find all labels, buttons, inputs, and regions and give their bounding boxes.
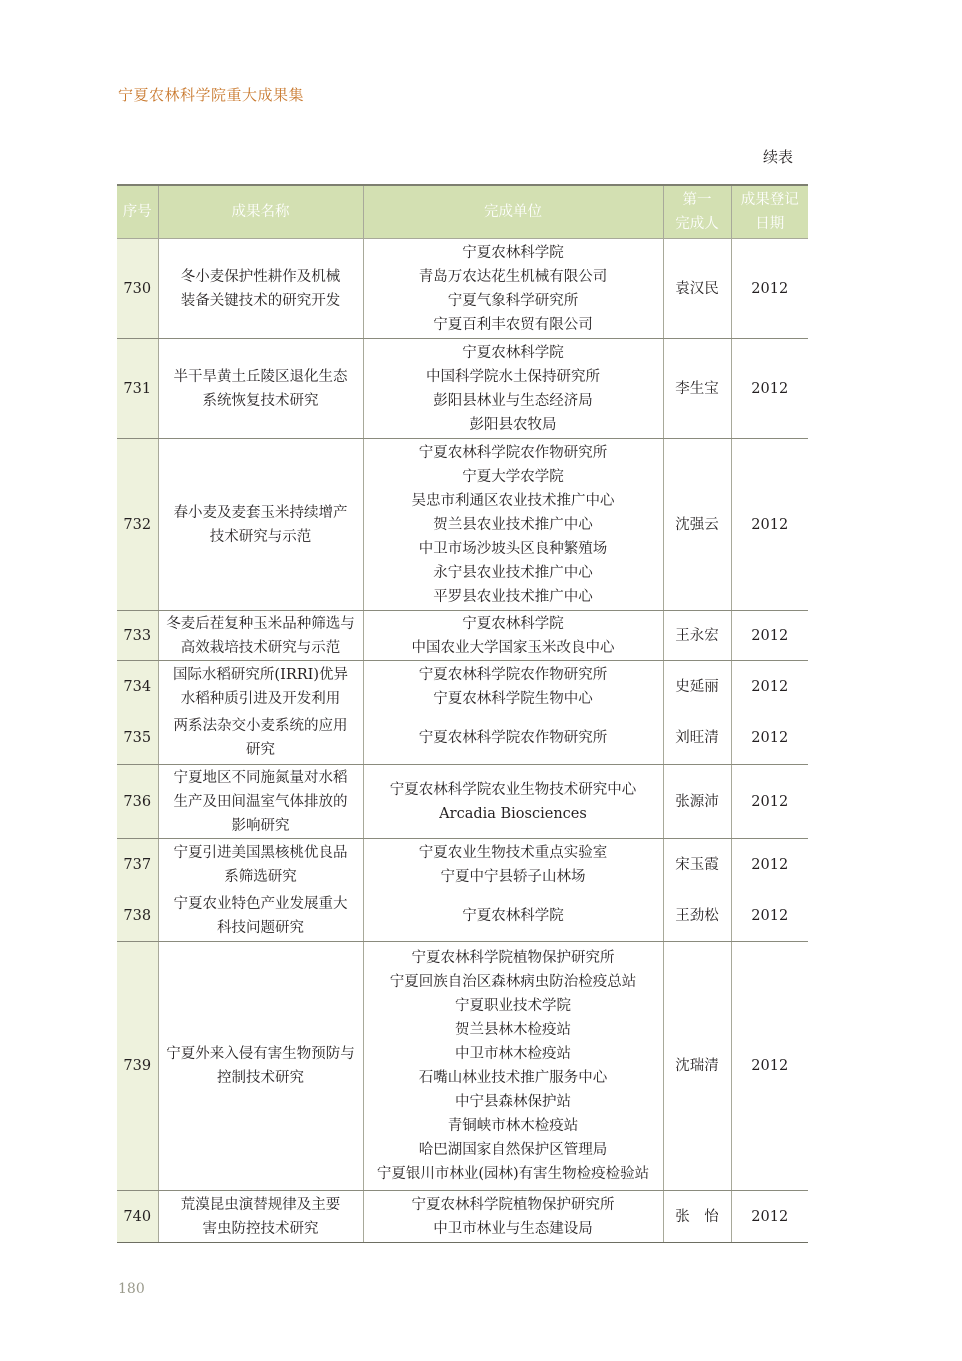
registration-date-cell-line: 2012	[751, 856, 789, 873]
completing-units-cell	[363, 611, 663, 661]
completing-units-cell-line: 中卫市林业与生态建设局	[433, 1220, 593, 1237]
achievement-name-cell	[158, 765, 363, 839]
continued-label: 续表	[763, 148, 794, 166]
column-header-line: 成果登记	[740, 192, 799, 208]
table-row	[117, 239, 808, 339]
column-header-line: 第一	[682, 192, 712, 208]
achievement-name-cell-line: 冬麦后茬复种玉米品种筛选与	[166, 615, 355, 632]
achievement-name-cell	[158, 891, 363, 942]
achievement-name-cell-line: 影响研究	[231, 817, 290, 834]
first-completer-cell-line: 宋玉霞	[675, 856, 719, 873]
completing-units-cell-line: 彭阳县林业与生态经济局	[433, 392, 593, 409]
first-completer-cell	[663, 942, 731, 1191]
achievement-name-cell	[158, 611, 363, 661]
running-header: 宁夏农林科学院重大成果集	[118, 86, 305, 104]
completing-units-cell-line: 吴忠市利通区农业技术推广中心	[411, 492, 615, 509]
seq-cell-line: 732	[123, 516, 152, 533]
completing-units-cell-line: 青铜峡市林木检疫站	[447, 1118, 579, 1134]
completing-units-cell-line: 中卫市场沙坡头区良种繁殖场	[418, 540, 608, 557]
registration-date-cell-line: 2012	[751, 730, 789, 747]
achievement-name-cell-line: 研究	[246, 742, 275, 759]
table-header-row	[117, 185, 808, 239]
completing-units-cell	[363, 239, 663, 339]
first-completer-cell	[663, 839, 731, 891]
column-header-name	[158, 185, 363, 239]
registration-date-cell-line: 2012	[751, 627, 789, 644]
seq-cell-line: 739	[123, 1058, 152, 1074]
seq-cell	[117, 1191, 158, 1243]
seq-cell	[117, 439, 158, 611]
registration-date-cell-line: 2012	[751, 280, 789, 297]
achievement-name-cell	[158, 661, 363, 713]
achievement-name-cell-line: 半干旱黄土丘陵区退化生态	[173, 368, 348, 385]
column-header-line: 日期	[755, 216, 785, 232]
achievement-name-cell-line: 高效栽培技术研究与示范	[180, 639, 341, 656]
completing-units-cell	[363, 891, 663, 942]
completing-units-cell-line: 贺兰县林木检疫站	[455, 1022, 571, 1038]
completing-units-cell-line: 中卫市林木检疫站	[455, 1046, 571, 1062]
registration-date-cell	[731, 942, 808, 1191]
registration-date-cell	[731, 611, 808, 661]
seq-cell	[117, 239, 158, 339]
achievement-name-cell-line: 科技问题研究	[217, 919, 304, 936]
achievement-name-cell-line: 两系法杂交小麦系统的应用	[173, 718, 348, 735]
completing-units-cell-line: 宁夏大学农学院	[462, 468, 564, 485]
completing-units-cell-line: 贺兰县农业技术推广中心	[433, 516, 593, 533]
first-completer-cell-line: 史延丽	[675, 678, 719, 695]
achievement-name-cell-line: 春小麦及麦套玉米持续增产	[173, 504, 348, 521]
completing-units-cell-line: 宁夏回族自治区森林病虫防治检疫总站	[389, 974, 637, 990]
first-completer-cell	[663, 1191, 731, 1243]
completing-units-cell-line: 宁夏农林科学院植物保护研究所	[411, 1196, 615, 1213]
seq-cell-line: 733	[123, 627, 152, 644]
registration-date-cell-line: 2012	[751, 793, 789, 810]
first-completer-cell-line: 王劲松	[675, 907, 719, 924]
registration-date-cell-line: 2012	[751, 678, 789, 695]
registration-date-cell	[731, 891, 808, 942]
seq-cell-line: 730	[123, 280, 152, 297]
achievement-name-cell-line: 宁夏地区不同施氮量对水稻	[173, 769, 348, 786]
registration-date-cell	[731, 713, 808, 765]
seq-cell	[117, 339, 158, 439]
completing-units-cell-line: 中宁县森林保护站	[455, 1094, 571, 1110]
completing-units-cell	[363, 765, 663, 839]
achievement-name-cell-line: 装备关键技术的研究开发	[180, 292, 341, 309]
registration-date-cell	[731, 439, 808, 611]
registration-date-cell-line: 2012	[751, 380, 789, 397]
achievement-name-cell-line: 控制技术研究	[217, 1070, 304, 1086]
first-completer-cell	[663, 339, 731, 439]
completing-units-cell-line: 宁夏中宁县轿子山林场	[440, 868, 586, 885]
first-completer-cell-line: 王永宏	[675, 627, 719, 644]
first-completer-cell	[663, 611, 731, 661]
completing-units-cell-line: 中国科学院水土保持研究所	[426, 368, 600, 385]
table-row	[117, 339, 808, 439]
registration-date-cell	[731, 661, 808, 713]
column-header-line: 完成单位	[484, 204, 542, 220]
seq-cell-line: 735	[123, 730, 152, 747]
completing-units-cell	[363, 661, 663, 713]
first-completer-cell-line: 沈强云	[675, 516, 719, 533]
seq-cell	[117, 611, 158, 661]
first-completer-cell	[663, 891, 731, 942]
completing-units-cell-line: 宁夏农林科学院	[462, 244, 564, 261]
completing-units-cell-line: Arcadia Biosciences	[439, 805, 587, 822]
column-header-person	[663, 185, 731, 239]
completing-units-cell-line: 宁夏农林科学院生物中心	[433, 690, 593, 707]
first-completer-cell-line: 沈瑞清	[675, 1058, 719, 1074]
table-row	[117, 1191, 808, 1243]
completing-units-cell-line: 青岛万农达花生机械有限公司	[418, 268, 608, 285]
seq-cell-line: 731	[123, 380, 152, 397]
seq-cell-line: 740	[123, 1208, 152, 1225]
table-row	[117, 661, 808, 713]
column-header-units	[363, 185, 663, 239]
column-header-line: 成果名称	[231, 204, 290, 220]
first-completer-cell	[663, 439, 731, 611]
achievement-name-cell	[158, 439, 363, 611]
completing-units-cell-line: 永宁县农业技术推广中心	[433, 564, 593, 581]
table-row	[117, 765, 808, 839]
first-completer-cell	[663, 239, 731, 339]
achievement-name-cell	[158, 1191, 363, 1243]
seq-cell-line: 736	[123, 793, 152, 810]
first-completer-cell-line: 李生宝	[675, 380, 719, 397]
seq-cell	[117, 765, 158, 839]
achievement-name-cell-line: 宁夏引进美国黑核桃优良品	[173, 844, 348, 861]
seq-cell	[117, 839, 158, 891]
achievement-name-cell-line: 害虫防控技术研究	[202, 1220, 319, 1237]
seq-cell-line: 738	[123, 907, 152, 924]
column-header-seq	[117, 185, 158, 239]
first-completer-cell	[663, 713, 731, 765]
registration-date-cell	[731, 765, 808, 839]
achievement-name-cell-line: 系统恢复技术研究	[202, 392, 319, 409]
achievement-name-cell-line: 荒漠昆虫演替规律及主要	[180, 1196, 341, 1213]
seq-cell	[117, 713, 158, 765]
page-number: 180	[118, 1281, 145, 1297]
table-row	[117, 439, 808, 611]
registration-date-cell	[731, 339, 808, 439]
table-row	[117, 713, 808, 765]
first-completer-cell-line: 张 怡	[675, 1208, 719, 1225]
completing-units-cell-line: 平罗县农业技术推广中心	[433, 588, 593, 605]
registration-date-cell-line: 2012	[751, 1208, 789, 1225]
registration-date-cell	[731, 839, 808, 891]
registration-date-cell-line: 2012	[751, 1058, 789, 1074]
registration-date-cell	[731, 239, 808, 339]
first-completer-cell	[663, 765, 731, 839]
table-row	[117, 891, 808, 942]
results-table	[117, 184, 808, 1243]
achievement-name-cell	[158, 239, 363, 339]
completing-units-cell-line: 宁夏农林科学院	[462, 344, 564, 361]
completing-units-cell	[363, 713, 663, 765]
seq-cell-line: 734	[123, 678, 152, 695]
column-header-date	[731, 185, 808, 239]
seq-cell	[117, 942, 158, 1191]
table-body	[117, 239, 808, 1243]
completing-units-cell-line: 哈巴湖国家自然保护区管理局	[418, 1142, 608, 1158]
achievement-name-cell-line: 技术研究与示范	[209, 528, 312, 545]
achievement-name-cell	[158, 839, 363, 891]
completing-units-cell	[363, 839, 663, 891]
completing-units-cell-line: 石嘴山林业技术推广服务中心	[418, 1070, 608, 1086]
completing-units-cell-line: 宁夏百利丰农贸有限公司	[433, 316, 593, 333]
completing-units-cell-line: 宁夏农业生物技术重点实验室	[418, 844, 608, 861]
completing-units-cell-line: 宁夏银川市林业(园林)有害生物检疫检验站	[376, 1166, 650, 1182]
completing-units-cell-line: 宁夏农林科学院农业生物技术研究中心	[389, 781, 637, 798]
completing-units-cell	[363, 439, 663, 611]
achievement-name-cell	[158, 713, 363, 765]
first-completer-cell-line: 张源沛	[675, 793, 719, 810]
completing-units-cell	[363, 339, 663, 439]
registration-date-cell-line: 2012	[751, 907, 789, 924]
table-row	[117, 942, 808, 1191]
achievement-name-cell-line: 宁夏外来入侵有害生物预防与	[166, 1046, 355, 1062]
completing-units-cell-line: 中国农业大学国家玉米改良中心	[411, 639, 615, 656]
achievement-name-cell-line: 水稻种质引进及开发利用	[180, 690, 341, 707]
column-header-line: 序号	[122, 204, 152, 220]
achievement-name-cell-line: 宁夏农业特色产业发展重大	[173, 895, 348, 912]
registration-date-cell-line: 2012	[751, 516, 789, 533]
completing-units-cell-line: 宁夏职业技术学院	[455, 998, 571, 1014]
seq-cell	[117, 891, 158, 942]
first-completer-cell-line: 袁汉民	[675, 280, 719, 297]
completing-units-cell-line: 宁夏农林科学院	[462, 907, 564, 924]
achievement-name-cell-line: 国际水稻研究所(IRRI)优异	[172, 666, 349, 683]
first-completer-cell-line: 刘旺清	[675, 730, 719, 747]
completing-units-cell-line: 宁夏农林科学院	[462, 615, 564, 632]
completing-units-cell-line: 宁夏农林科学院植物保护研究所	[411, 950, 615, 966]
achievement-name-cell	[158, 339, 363, 439]
seq-cell	[117, 661, 158, 713]
table-row	[117, 839, 808, 891]
completing-units-cell-line: 宁夏农林科学院农作物研究所	[418, 444, 608, 461]
registration-date-cell	[731, 1191, 808, 1243]
completing-units-cell-line: 宁夏气象科学研究所	[447, 292, 579, 309]
first-completer-cell	[663, 661, 731, 713]
achievement-name-cell-line: 冬小麦保护性耕作及机械	[180, 268, 341, 285]
achievement-name-cell-line: 系筛选研究	[224, 868, 297, 885]
completing-units-cell-line: 宁夏农林科学院农作物研究所	[418, 730, 608, 747]
achievement-name-cell-line: 生产及田间温室气体排放的	[173, 793, 348, 810]
table-row	[117, 611, 808, 661]
completing-units-cell	[363, 942, 663, 1191]
column-header-line: 完成人	[675, 216, 719, 232]
seq-cell-line: 737	[123, 856, 152, 873]
completing-units-cell-line: 彭阳县农牧局	[469, 416, 557, 433]
completing-units-cell-line: 宁夏农林科学院农作物研究所	[418, 666, 608, 683]
achievement-name-cell	[158, 942, 363, 1191]
completing-units-cell	[363, 1191, 663, 1243]
